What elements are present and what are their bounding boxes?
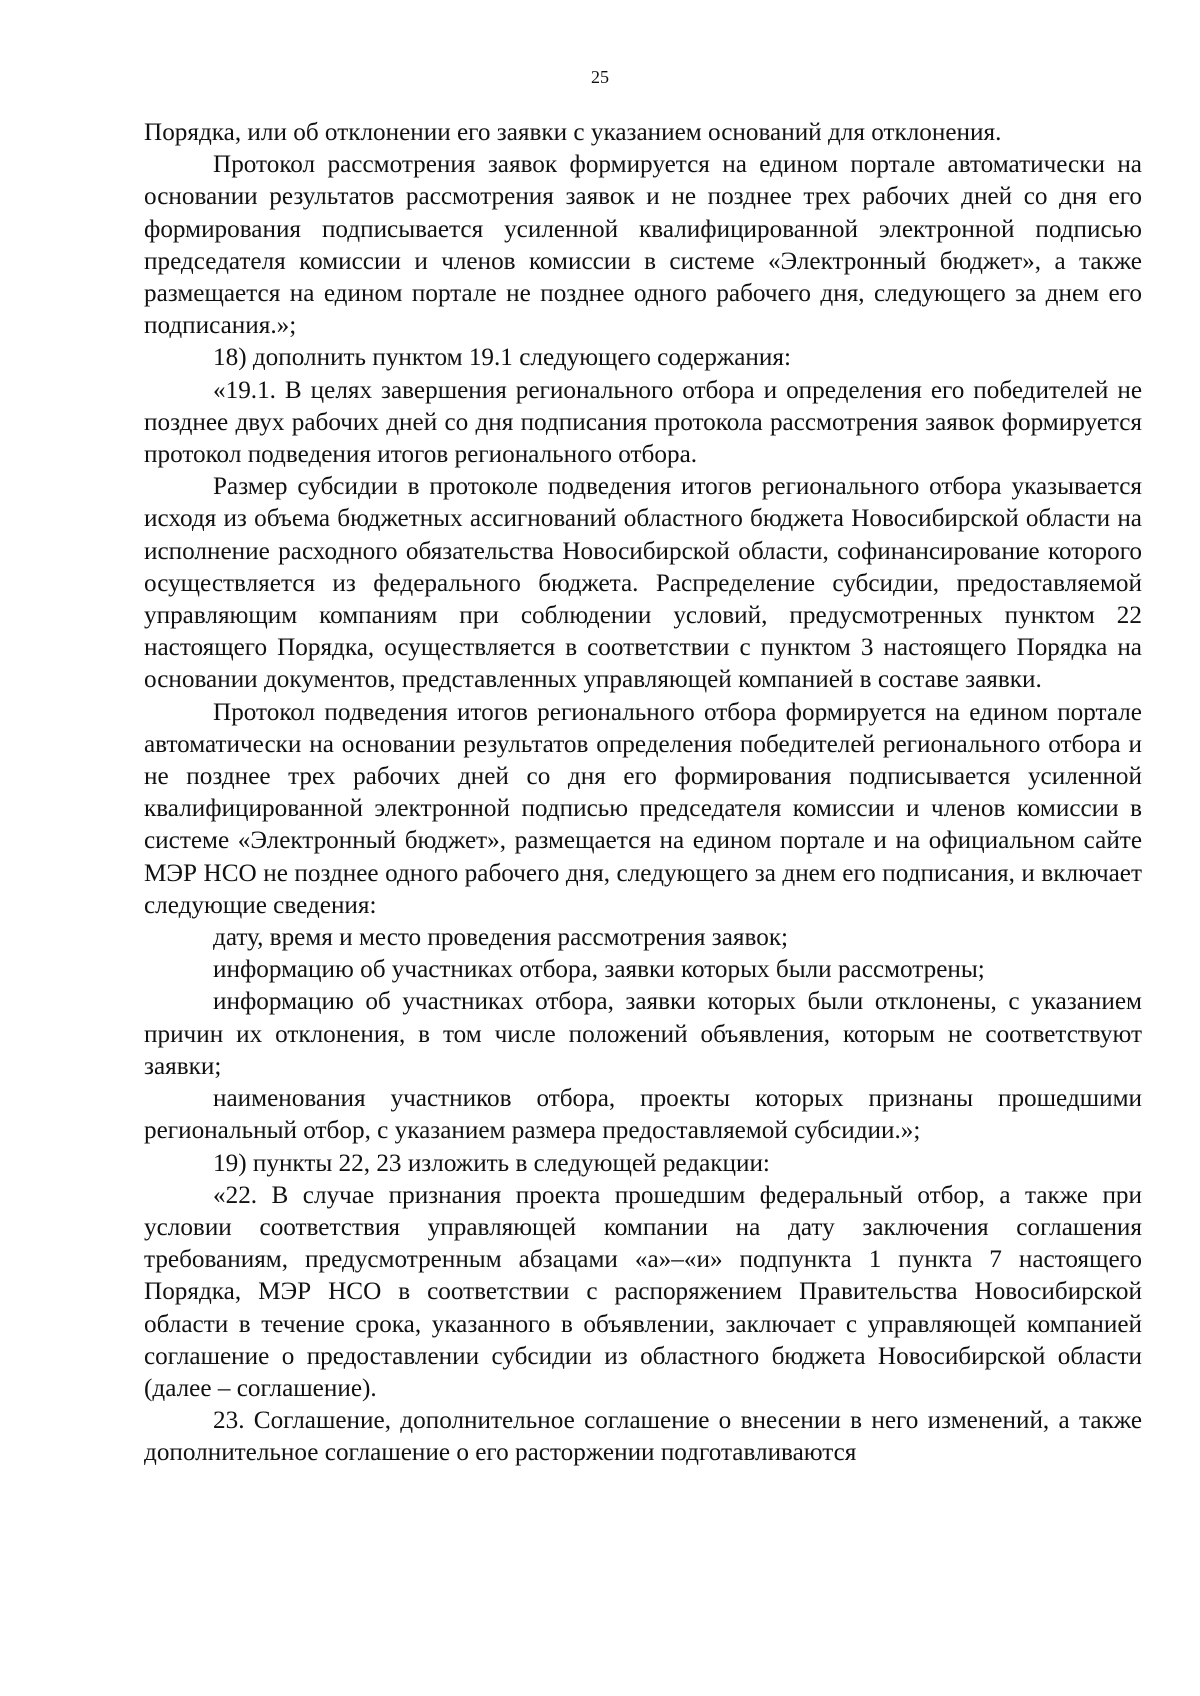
paragraph: Размер субсидии в протоколе подведения итогов регионального отбора указывается исходя из объема бюджетных ассигнований областного бюджета Новосибирской области на исполнение расходного обязательства Новосибирской области, софинансирование которого осуществляется из федерального бюджета. Распределение субсидии, предоставляемой управляющим компаниям при соблюдении условий, предусмотренных пунктом 22 настоящего Порядка, осуществляется в соответствии с пунктом 3 настоящего Порядка на основании документов, представленных управляющей компанией в составе заявки. xyxy=(144,473,1142,694)
page-number: 25 xyxy=(591,67,609,87)
paragraph: информацию об участниках отбора, заявки которых были отклонены, с указанием причин их отклонения, в том числе положений объявления, которым не соответствуют заявки; xyxy=(144,988,1142,1080)
paragraph: информацию об участниках отбора, заявки которых были рассмотрены; xyxy=(213,956,985,984)
paragraph: наименования участников отбора, проекты которых признаны прошедшими региональный отбор, с указанием размера предоставляемой субсидии.»; xyxy=(144,1085,1142,1145)
paragraph: «22. В случае признания проекта прошедшим федеральный отбор, а также при условии соответствия управляющей компании на дату заключения соглашения требованиям, предусмотренным абзацами «а»–«и» подпункта 1 пункта 7 настоящего Порядка, МЭР НСО в соответствии с распоряжением Правительства Новосибирской области в течение срока, указанного в объявлении, заключает с управляющей компанией соглашение о предоставлении субсидии из областного бюджета Новосибирской области (далее – соглашение). xyxy=(144,1181,1142,1402)
document-body xyxy=(144,117,1142,1470)
paragraph: Протокол подведения итогов регионального отбора формируется на едином портале автоматически на основании результатов определения победителей регионального отбора и не позднее трех рабочих дней со дня его формирования подписывается усиленной квалифицированной электронной подписью председателя комиссии и членов комиссии в системе «Электронный бюджет», размещается на едином портале и на официальном сайте МЭР НСО не позднее одного рабочего дня, следующего за днем его подписания, и включает следующие сведения: xyxy=(144,698,1142,919)
paragraph: «19.1. В целях завершения регионального отбора и определения его победителей не позднее двух рабочих дней со дня подписания протокола рассмотрения заявок формируется протокол подведения итогов регионального отбора. xyxy=(144,376,1142,469)
paragraph: Протокол рассмотрения заявок формируется на едином портале автоматически на основании результатов рассмотрения заявок и не позднее трех рабочих дней со дня его формирования подписывается усиленной квалифицированной электронной подписью председателя комиссии и членов комиссии в системе «Электронный бюджет», а также размещается на едином портале не позднее одного рабочего дня, следующего за днем его подписания.»; xyxy=(144,151,1142,340)
paragraph: 19) пункты 22, 23 изложить в следующей редакции: xyxy=(213,1149,770,1177)
paragraph: дату, время и место проведения рассмотрения заявок; xyxy=(213,924,789,952)
paragraph: 18) дополнить пунктом 19.1 следующего содержания: xyxy=(213,344,791,372)
paragraph: Порядка, или об отклонении его заявки с указанием оснований для отклонения. xyxy=(144,119,1002,146)
paragraph: 23. Соглашение, дополнительное соглашение о внесении в него изменений, а также дополнительное соглашение о его расторжении подготавливаются xyxy=(144,1407,1142,1467)
